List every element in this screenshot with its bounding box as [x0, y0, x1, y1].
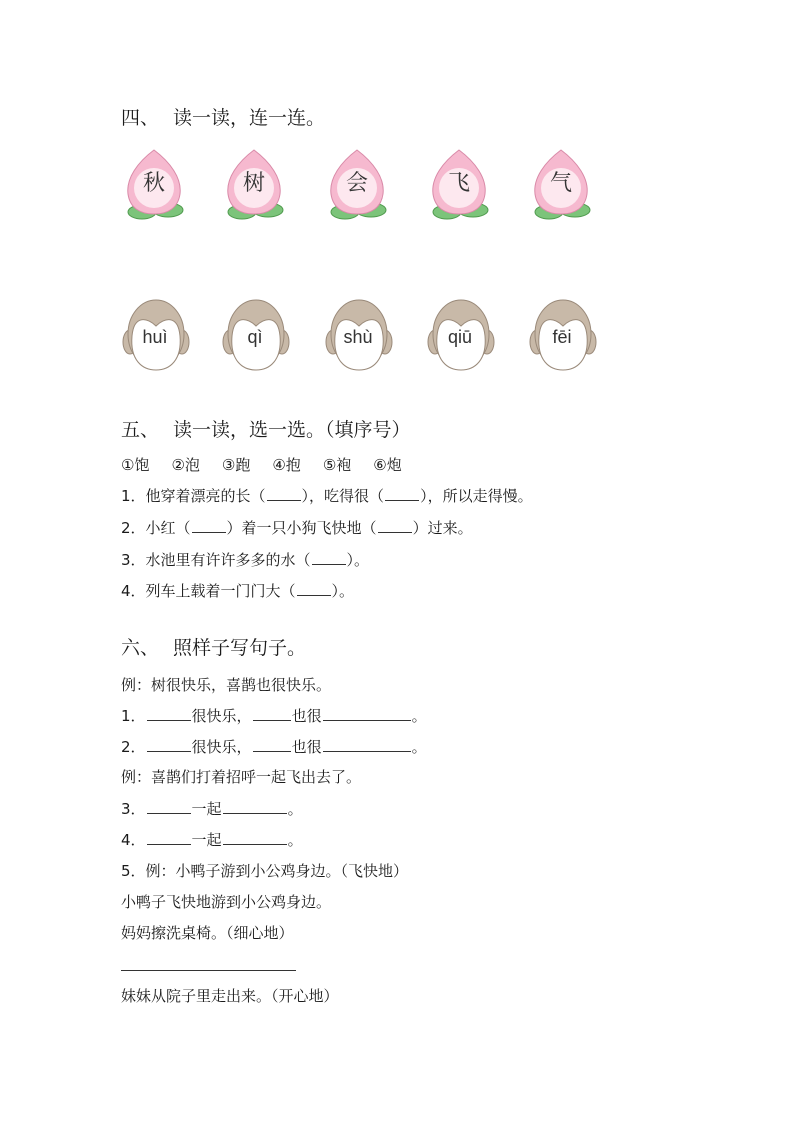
peach-card[interactable]: [531, 148, 601, 230]
option-5: ⑤袍: [322, 456, 352, 474]
sentence-1-text-b: 很快乐，: [191, 707, 252, 725]
monkey-pinyin: qì: [247, 327, 263, 347]
section6-title: 照样子写句子。: [173, 637, 307, 659]
peach-character: 秋: [142, 171, 165, 196]
question-4-text-a: 4．列车上载着一门门大（: [121, 582, 296, 600]
question-3-text-b: ）。: [346, 551, 370, 569]
answer-blank[interactable]: [385, 486, 419, 501]
sentence-2-num: 2．: [121, 738, 146, 756]
answer-blank[interactable]: [223, 799, 287, 814]
question-2: [121, 518, 473, 538]
answer-line[interactable]: [121, 970, 296, 971]
peach-card[interactable]: [327, 148, 397, 230]
section5-number: 五、: [121, 419, 160, 441]
answer-blank[interactable]: [323, 706, 411, 721]
option-2: ②泡: [171, 456, 200, 474]
example-1: 例：树很快乐，喜鹊也很快乐。: [121, 676, 332, 694]
options-row: [121, 455, 424, 475]
sentence-5-question-2: 妹妹从院子里走出来。（开心地）: [121, 987, 339, 1005]
sentence-3: [121, 799, 303, 819]
sentence-1: [121, 706, 427, 726]
sentence-1-text-c: 也很: [291, 707, 322, 725]
answer-blank[interactable]: [378, 518, 412, 533]
question-1-text-b: ），吃得很（: [301, 487, 385, 505]
question-2-text-a: 2．小红（: [121, 519, 191, 537]
peach-character: 气: [549, 171, 572, 196]
answer-blank[interactable]: [147, 706, 191, 721]
section6-heading: [121, 636, 306, 660]
question-3-text-a: 3．水池里有许许多多的水（: [121, 551, 311, 569]
question-1-text-c: ），所以走得慢。: [420, 487, 533, 505]
monkey-pinyin: huì: [142, 327, 168, 347]
sentence-3-text-b: 一起: [191, 800, 222, 818]
peach-card[interactable]: [124, 148, 194, 230]
monkey-card[interactable]: [325, 296, 395, 378]
section4-title: 读一读，连一连。: [173, 107, 326, 129]
sentence-3-num: 3．: [121, 800, 146, 818]
sentence-4-text-c: 。: [287, 831, 303, 849]
sentence-4-text-b: 一起: [191, 831, 222, 849]
question-1: [121, 486, 533, 506]
answer-blank[interactable]: [253, 706, 291, 721]
sentence-2-text-d: 。: [411, 738, 427, 756]
answer-blank[interactable]: [147, 799, 191, 814]
answer-blank[interactable]: [192, 518, 226, 533]
sentence-2: [121, 737, 427, 757]
peach-character: 会: [345, 171, 368, 196]
monkey-pinyin: fēi: [552, 327, 572, 347]
sentence-2-text-c: 也很: [291, 738, 322, 756]
monkey-pinyin: shù: [343, 327, 373, 347]
answer-blank[interactable]: [223, 830, 287, 845]
option-6: ⑥炮: [373, 456, 402, 474]
peach-character: 飞: [447, 171, 470, 196]
sentence-5-example: 5．例：小鸭子游到小公鸡身边。（飞快地）: [121, 862, 409, 880]
option-4: ④抱: [272, 456, 301, 474]
peach-card[interactable]: [224, 148, 294, 230]
peach-character: 树: [242, 171, 265, 196]
answer-blank[interactable]: [253, 737, 291, 752]
section5-title: 读一读，选一选。（填序号）: [173, 419, 411, 441]
sentence-2-text-b: 很快乐，: [191, 738, 252, 756]
sentence-1-num: 1．: [121, 707, 146, 725]
sentence-3-text-c: 。: [287, 800, 303, 818]
section6-number: 六、: [121, 637, 160, 659]
question-4-text-b: ）。: [331, 582, 355, 600]
section5-heading: [121, 418, 411, 442]
option-3: ③跑: [221, 456, 251, 474]
section4-number: 四、: [121, 107, 160, 129]
sentence-4-num: 4．: [121, 831, 146, 849]
answer-blank[interactable]: [323, 737, 411, 752]
peach-card[interactable]: [429, 148, 499, 230]
question-1-text-a: 1．他穿着漂亮的长（: [121, 487, 266, 505]
sentence-4: [121, 830, 303, 850]
sentence-1-text-d: 。: [411, 707, 427, 725]
monkey-card[interactable]: [529, 296, 599, 378]
question-2-text-c: ）过来。: [412, 519, 473, 537]
question-2-text-b: ）着一只小狗飞快地（: [226, 519, 377, 537]
monkey-pinyin: qiū: [447, 327, 473, 347]
monkey-card[interactable]: [122, 296, 192, 378]
answer-blank[interactable]: [267, 486, 301, 501]
example-2: 例：喜鹊们打着招呼一起飞出去了。: [121, 768, 362, 786]
option-1: ①饱: [121, 456, 150, 474]
monkey-card[interactable]: [427, 296, 497, 378]
answer-blank[interactable]: [147, 830, 191, 845]
answer-blank[interactable]: [147, 737, 191, 752]
sentence-5-answer: 小鸭子飞快地游到小公鸡身边。: [121, 893, 332, 911]
monkey-card[interactable]: [222, 296, 292, 378]
section4-heading: [121, 106, 325, 130]
answer-blank[interactable]: [312, 550, 346, 565]
answer-blank[interactable]: [297, 581, 331, 596]
question-3: [121, 550, 369, 570]
sentence-5-question-1: 妈妈擦洗桌椅。（细心地）: [121, 924, 294, 942]
question-4: [121, 581, 354, 601]
